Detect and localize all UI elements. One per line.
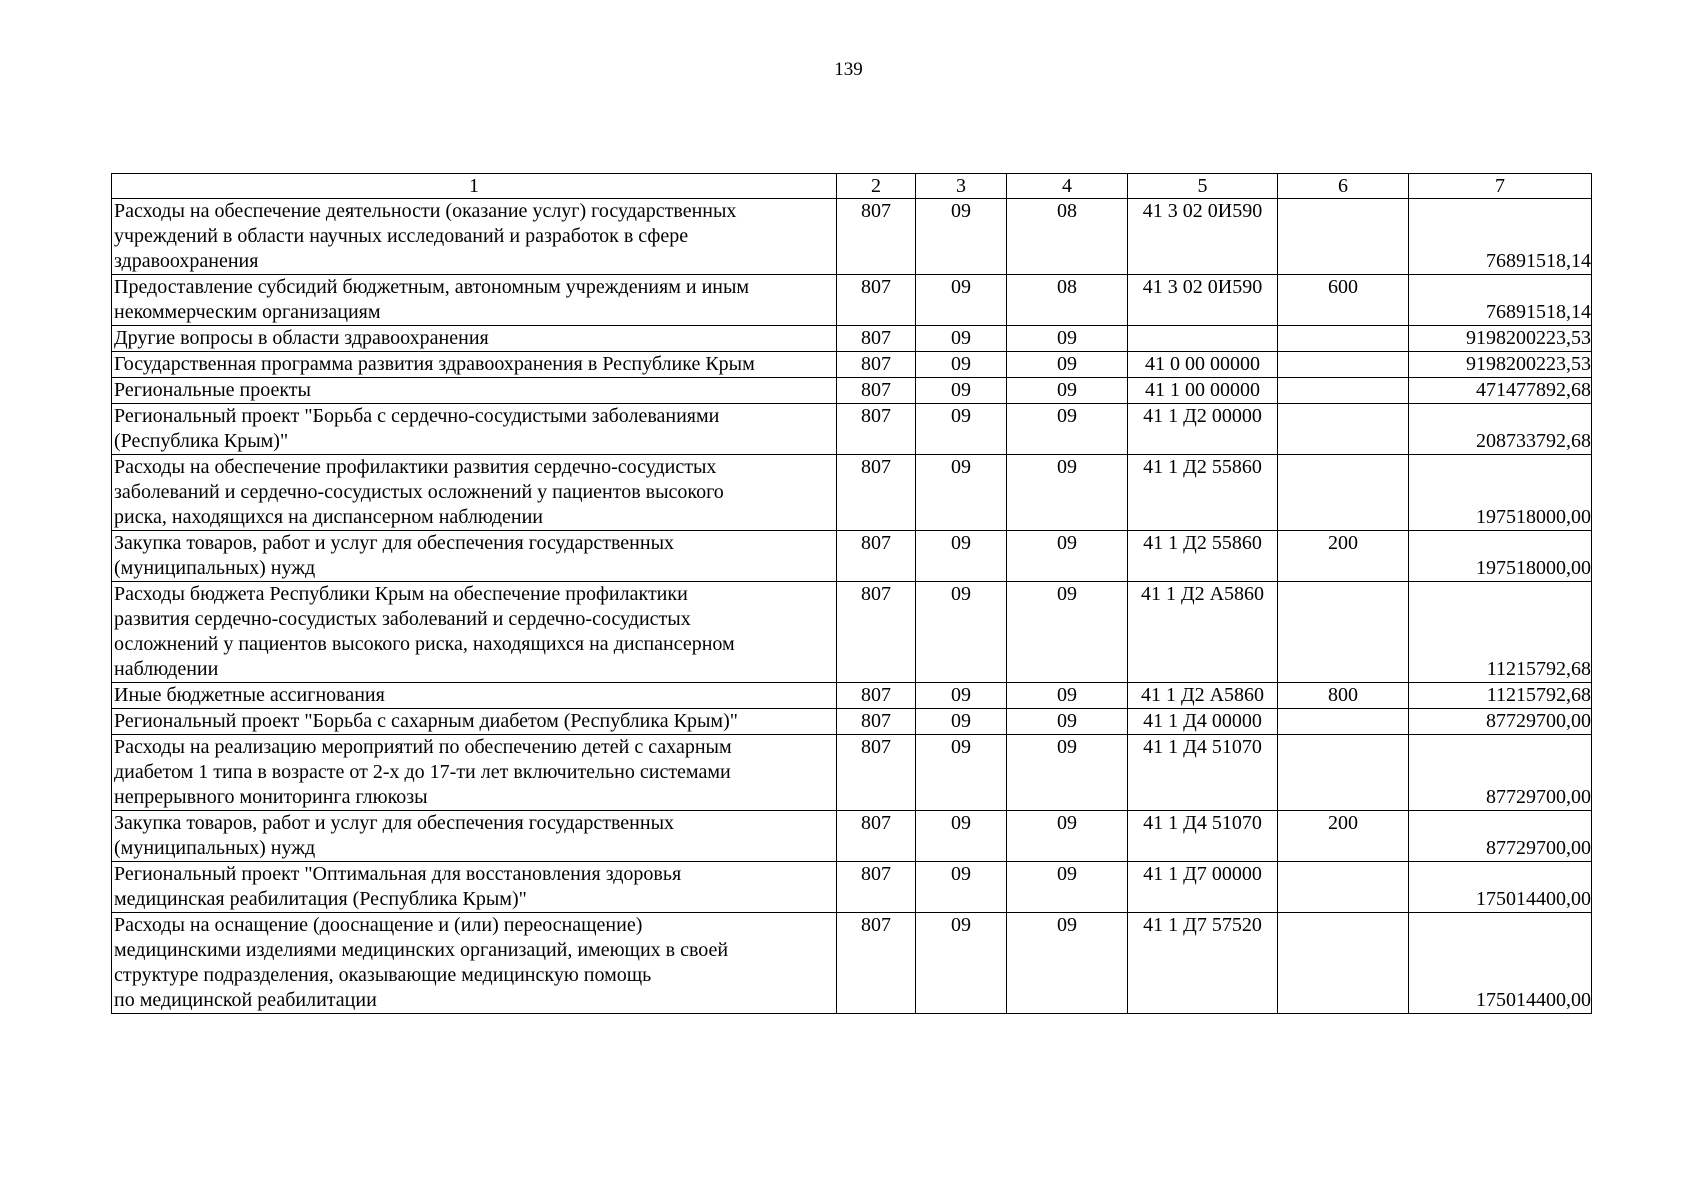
section-code-cell: 09 — [916, 455, 1007, 531]
expense-type-cell — [1278, 582, 1409, 683]
target-article-cell: 41 1 Д4 00000 — [1128, 709, 1278, 735]
grbs-code-cell: 807 — [837, 455, 916, 531]
grbs-code-cell: 807 — [837, 199, 916, 275]
expense-type-cell — [1278, 378, 1409, 404]
expense-name-cell: Региональный проект "Оптимальная для восстановления здоровья медицинская реабилитация (Республика Крым)" — [112, 862, 837, 913]
expense-name-cell: Расходы на обеспечение деятельности (оказание услуг) государственных учреждений в области научных исследований и разработок в сфере здравоохранения — [112, 199, 837, 275]
target-article-cell: 41 1 Д2 00000 — [1128, 404, 1278, 455]
target-article-cell: 41 3 02 0И590 — [1128, 275, 1278, 326]
expense-type-cell: 600 — [1278, 275, 1409, 326]
column-header-2: 2 — [837, 174, 916, 199]
grbs-code-cell: 807 — [837, 862, 916, 913]
target-article-cell: 41 1 Д2 55860 — [1128, 531, 1278, 582]
target-article-cell: 41 1 Д2 А5860 — [1128, 683, 1278, 709]
expense-type-cell — [1278, 404, 1409, 455]
grbs-code-cell: 807 — [837, 683, 916, 709]
table-row — [112, 683, 1592, 709]
grbs-code-cell: 807 — [837, 709, 916, 735]
table-row — [112, 404, 1592, 455]
expense-name-cell: Региональные проекты — [112, 378, 837, 404]
expense-name-cell: Государственная программа развития здравоохранения в Республике Крым — [112, 352, 837, 378]
grbs-code-cell: 807 — [837, 326, 916, 352]
expense-name-cell: Региональный проект "Борьба с сердечно-сосудистыми заболеваниями (Республика Крым)" — [112, 404, 837, 455]
expense-name-cell: Другие вопросы в области здравоохранения — [112, 326, 837, 352]
subsection-code-cell: 09 — [1007, 709, 1128, 735]
table-row — [112, 326, 1592, 352]
target-article-cell: 41 3 02 0И590 — [1128, 199, 1278, 275]
amount-cell: 76891518,14 — [1409, 199, 1592, 275]
table-row — [112, 913, 1592, 1014]
section-code-cell: 09 — [916, 404, 1007, 455]
amount-cell: 197518000,00 — [1409, 455, 1592, 531]
section-code-cell: 09 — [916, 582, 1007, 683]
expense-type-cell — [1278, 709, 1409, 735]
expense-type-cell — [1278, 862, 1409, 913]
target-article-cell: 41 1 00 00000 — [1128, 378, 1278, 404]
expense-name-cell: Закупка товаров, работ и услуг для обеспечения государственных (муниципальных) нужд — [112, 811, 837, 862]
target-article-cell: 41 1 Д2 55860 — [1128, 455, 1278, 531]
table-row — [112, 862, 1592, 913]
section-code-cell: 09 — [916, 862, 1007, 913]
table-row — [112, 199, 1592, 275]
target-article-cell: 41 1 Д4 51070 — [1128, 811, 1278, 862]
amount-cell: 208733792,68 — [1409, 404, 1592, 455]
table-row — [112, 709, 1592, 735]
grbs-code-cell: 807 — [837, 913, 916, 1014]
expense-type-cell: 800 — [1278, 683, 1409, 709]
expense-type-cell — [1278, 455, 1409, 531]
grbs-code-cell: 807 — [837, 404, 916, 455]
amount-cell: 87729700,00 — [1409, 709, 1592, 735]
amount-cell: 87729700,00 — [1409, 811, 1592, 862]
subsection-code-cell: 09 — [1007, 531, 1128, 582]
section-code-cell: 09 — [916, 352, 1007, 378]
target-article-cell — [1128, 326, 1278, 352]
expense-name-cell: Расходы бюджета Республики Крым на обеспечение профилактики развития сердечно-сосудистых заболеваний и сердечно-сосудистых осложнений у пациентов высокого риска, находящихся на диспансерном наблюдении — [112, 582, 837, 683]
amount-cell: 197518000,00 — [1409, 531, 1592, 582]
section-code-cell: 09 — [916, 326, 1007, 352]
grbs-code-cell: 807 — [837, 735, 916, 811]
subsection-code-cell: 08 — [1007, 275, 1128, 326]
column-header-3: 3 — [916, 174, 1007, 199]
subsection-code-cell: 09 — [1007, 404, 1128, 455]
section-code-cell: 09 — [916, 811, 1007, 862]
expense-type-cell — [1278, 199, 1409, 275]
column-number-header-row — [112, 174, 1592, 199]
table-row — [112, 735, 1592, 811]
column-header-7: 7 — [1409, 174, 1592, 199]
expense-name-cell: Предоставление субсидий бюджетным, автономным учреждениям и иным некоммерческим организациям — [112, 275, 837, 326]
target-article-cell: 41 1 Д2 А5860 — [1128, 582, 1278, 683]
section-code-cell: 09 — [916, 199, 1007, 275]
section-code-cell: 09 — [916, 709, 1007, 735]
target-article-cell: 41 1 Д4 51070 — [1128, 735, 1278, 811]
expense-type-cell — [1278, 913, 1409, 1014]
expense-type-cell — [1278, 352, 1409, 378]
amount-cell: 87729700,00 — [1409, 735, 1592, 811]
expense-name-cell: Иные бюджетные ассигнования — [112, 683, 837, 709]
expense-type-cell: 200 — [1278, 531, 1409, 582]
section-code-cell: 09 — [916, 531, 1007, 582]
subsection-code-cell: 09 — [1007, 683, 1128, 709]
subsection-code-cell: 09 — [1007, 735, 1128, 811]
subsection-code-cell: 09 — [1007, 378, 1128, 404]
table-row — [112, 531, 1592, 582]
section-code-cell: 09 — [916, 913, 1007, 1014]
column-header-6: 6 — [1278, 174, 1409, 199]
table-row — [112, 582, 1592, 683]
expense-name-cell: Расходы на обеспечение профилактики развития сердечно-сосудистых заболеваний и сердечно-сосудистых осложнений у пациентов высокого риска, находящихся на диспансерном наблюдении — [112, 455, 837, 531]
amount-cell: 471477892,68 — [1409, 378, 1592, 404]
amount-cell: 9198200223,53 — [1409, 352, 1592, 378]
table-row — [112, 455, 1592, 531]
amount-cell: 175014400,00 — [1409, 862, 1592, 913]
target-article-cell: 41 1 Д7 57520 — [1128, 913, 1278, 1014]
subsection-code-cell: 09 — [1007, 862, 1128, 913]
amount-cell: 11215792,68 — [1409, 582, 1592, 683]
expense-name-cell: Расходы на реализацию мероприятий по обеспечению детей с сахарным диабетом 1 типа в возрасте от 2-х до 17-ти лет включительно системами непрерывного мониторинга глюкозы — [112, 735, 837, 811]
amount-cell: 175014400,00 — [1409, 913, 1592, 1014]
subsection-code-cell: 09 — [1007, 326, 1128, 352]
expense-name-cell: Региональный проект "Борьба с сахарным диабетом (Республика Крым)" — [112, 709, 837, 735]
column-header-1: 1 — [112, 174, 837, 199]
subsection-code-cell: 08 — [1007, 199, 1128, 275]
table-row — [112, 378, 1592, 404]
grbs-code-cell: 807 — [837, 275, 916, 326]
grbs-code-cell: 807 — [837, 811, 916, 862]
subsection-code-cell: 09 — [1007, 455, 1128, 531]
subsection-code-cell: 09 — [1007, 352, 1128, 378]
grbs-code-cell: 807 — [837, 352, 916, 378]
section-code-cell: 09 — [916, 683, 1007, 709]
section-code-cell: 09 — [916, 378, 1007, 404]
amount-cell: 76891518,14 — [1409, 275, 1592, 326]
column-header-5: 5 — [1128, 174, 1278, 199]
expense-name-cell: Расходы на оснащение (дооснащение и (или) переоснащение) медицинскими изделиями медицинских организаций, имеющих в своей структуре подразделения, оказывающие медицинскую помощь по медицинской реабилитации — [112, 913, 837, 1014]
expense-type-cell: 200 — [1278, 811, 1409, 862]
column-header-4: 4 — [1007, 174, 1128, 199]
subsection-code-cell: 09 — [1007, 811, 1128, 862]
expense-type-cell — [1278, 735, 1409, 811]
expense-type-cell — [1278, 326, 1409, 352]
budget-table — [111, 173, 1592, 1014]
expense-name-cell: Закупка товаров, работ и услуг для обеспечения государственных (муниципальных) нужд — [112, 531, 837, 582]
grbs-code-cell: 807 — [837, 378, 916, 404]
grbs-code-cell: 807 — [837, 531, 916, 582]
section-code-cell: 09 — [916, 275, 1007, 326]
target-article-cell: 41 1 Д7 00000 — [1128, 862, 1278, 913]
amount-cell: 11215792,68 — [1409, 683, 1592, 709]
section-code-cell: 09 — [916, 735, 1007, 811]
subsection-code-cell: 09 — [1007, 582, 1128, 683]
amount-cell: 9198200223,53 — [1409, 326, 1592, 352]
grbs-code-cell: 807 — [837, 582, 916, 683]
page-number: 139 — [834, 59, 863, 80]
table-row — [112, 275, 1592, 326]
table-row — [112, 811, 1592, 862]
table-row — [112, 352, 1592, 378]
subsection-code-cell: 09 — [1007, 913, 1128, 1014]
target-article-cell: 41 0 00 00000 — [1128, 352, 1278, 378]
